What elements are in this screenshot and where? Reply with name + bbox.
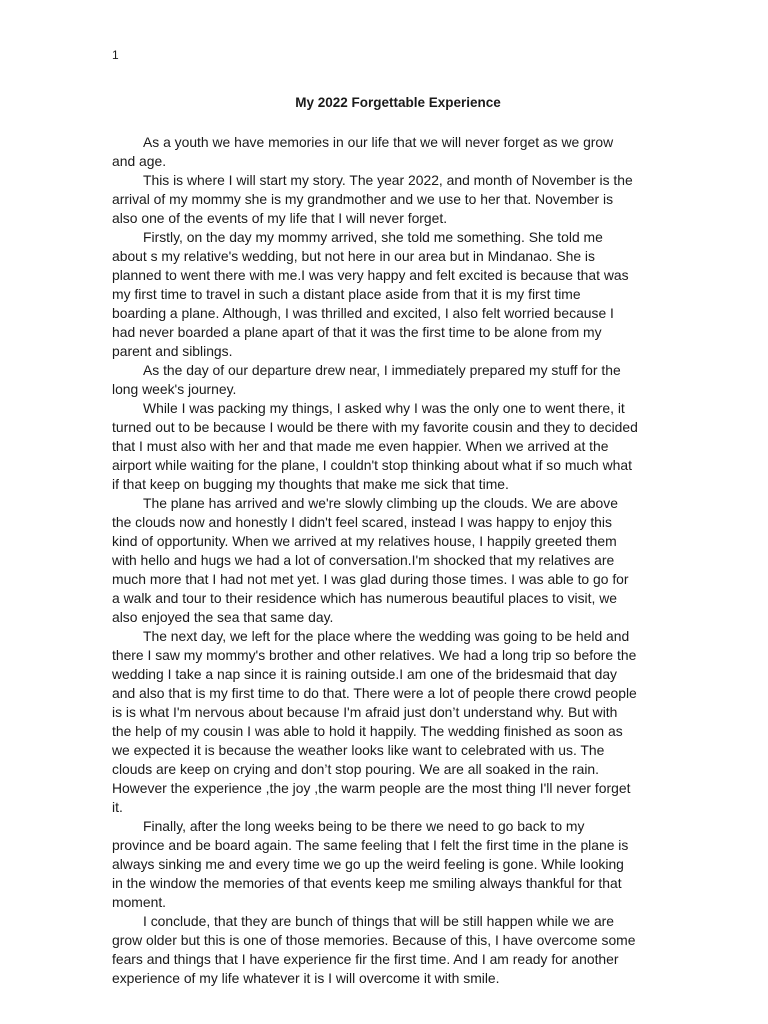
page-number: 1 (112, 48, 119, 62)
paragraph: As a youth we have memories in our life that we will never forget as we grow and age. (112, 134, 614, 169)
paragraph: The plane has arrived and we're slowly climbing up the clouds. We are above the clouds now and honestly I didn't feel scared, instead I was happy to enjoy this kind of opportunity. When we arrived at my relatives house, I happily greeted them with hello and hugs we had a lot of conversation.I'm shocked that my relatives are much more that I had not met yet. I was glad during those times. I was able to go for a walk and tour to their residence which has numerous beautiful places to visit, we also enjoyed the sea that same day. (112, 495, 629, 625)
paragraph: Finally, after the long weeks being to be there we need to go back to my province and be board again. The same feeling that I felt the first time in the plane is always sinking me and every time we go up the weird feeling is gone. While looking in the window the memories of that events keep me smiling always thankful for that moment. (112, 818, 629, 910)
paragraph: Firstly, on the day my mommy arrived, she told me something. She told me about s my relative's wedding, but not here in our area but in Mindanao. She is planned to went there with me.I was very happy and felt excited is because that was my first time to travel in such a distant place aside from that it is my first time boarding a plane. Although, I was thrilled and excited, I also felt worried because I had never boarded a plane apart of that it was the first time to be alone from my parent and siblings. (112, 229, 629, 359)
paragraph: I conclude, that they are bunch of things that will be still happen while we are grow older but this is one of those memories. Because of this, I have overcome some fears and things that I have experience fir the first time. And I am ready for another experience of my life whatever it is I will overcome it with smile. (112, 913, 636, 986)
paragraph: As the day of our departure drew near, I immediately prepared my stuff for the long week's journey. (112, 362, 621, 397)
document-body (112, 133, 638, 988)
paragraph: While I was packing my things, I asked why I was the only one to went there, it turned out to be because I would be there with my favorite cousin and they to decided that I must also with her and that made me even happier. When we arrived at the airport while waiting for the plane, I couldn't stop thinking about what if so much what if that keep on bugging my thoughts that make me sick that time. (112, 400, 638, 492)
paragraph: The next day, we left for the place where the wedding was going to be held and there I saw my mommy's brother and other relatives. We had a long trip so before the wedding I take a nap since it is raining outside.I am one of the bridesmaid that day and also that is my first time to do that. There were a lot of people there crowd people is is what I'm nervous about because I'm afraid just don’t understand why. But with the help of my cousin I was able to hold it happily. The wedding finished as soon as we expected it is because the weather looks like want to celebrated with us. The clouds are keep on crying and don’t stop pouring. We are all soaked in the rain. However the experience ,the joy ,the warm people are the most thing I'll never forget it. (112, 628, 637, 815)
document-title: My 2022 Forgettable Experience (295, 95, 501, 110)
paragraph: This is where I will start my story. The year 2022, and month of November is the arrival of my mommy she is my grandmother and we use to her that. November is also one of the events of my life that I will never forget. (112, 172, 633, 226)
